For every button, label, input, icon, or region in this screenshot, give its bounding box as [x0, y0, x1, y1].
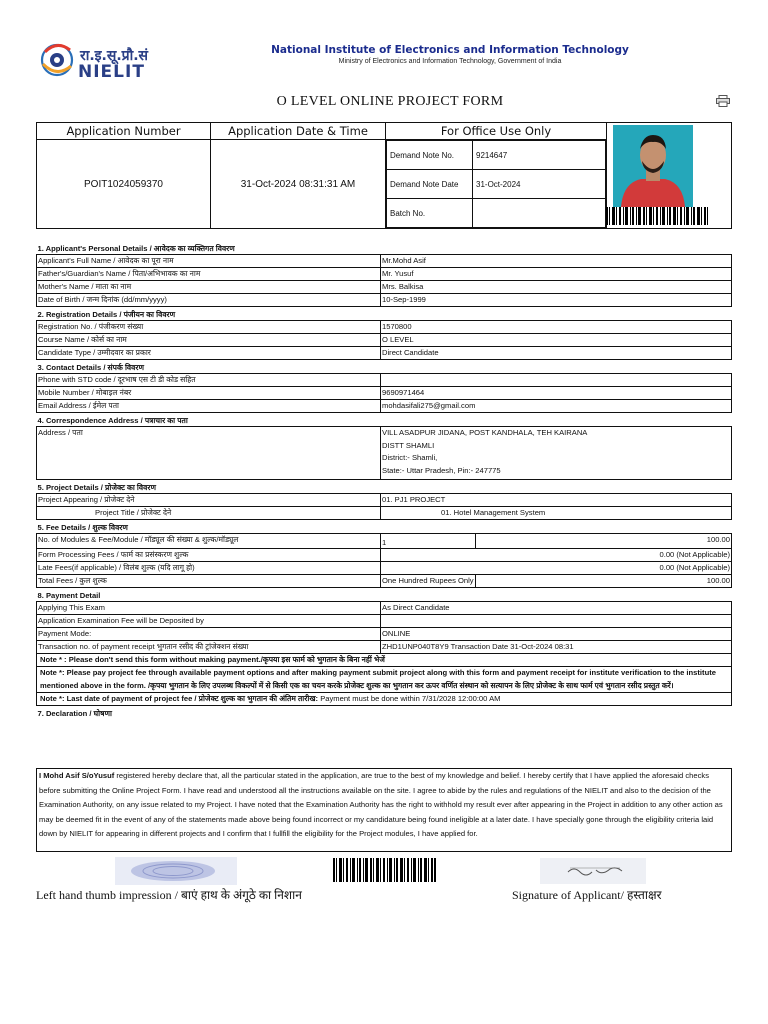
table-row: [37, 641, 732, 654]
applicant-barcode: [605, 207, 709, 225]
demand-note-no-label: Demand Note No.: [387, 141, 473, 170]
section-registration: 2. Registration Details / पंजीयन का विवरण: [37, 310, 176, 319]
office-use-table: [386, 140, 606, 228]
section-personal: 1. Applicant's Personal Details / आवेदक का व्यक्तिगत विवरण: [37, 244, 235, 253]
thumb-impression-label: Left hand thumb impression / बाएं हाथ के अंगूठे का निशान: [36, 888, 302, 902]
logo-hindi-text: रा.इ.सू.प्रौ.सं: [80, 48, 149, 64]
note-payment-instructions: Note *: Please pay project fee through available payment options and after making payment submit project along with this form and payment receipt for institute verification to the institute mentioned above in the form. /कृपया भुगतान के लिए उपलब्ध विकल्पों में से किसी एक का चयन करके प्रोजेक्ट शुल्क का भुगतान कर ऊपर वर्णित संस्थान को सत्यापन के लिए प्रोजेक्ट के साथ फार्म एवं भुगतान रसीद प्रस्तुत करें।: [37, 667, 732, 693]
processing-fee-value: 0.00 (Not Applicable): [381, 549, 732, 562]
row-label: Mother's Name / माता का नाम: [37, 281, 381, 294]
applicant-signature: [540, 858, 646, 884]
address-value: [381, 427, 732, 480]
printer-icon[interactable]: [716, 95, 730, 107]
table-row: [37, 507, 732, 520]
section-fees: 5. Fee Details / शुल्क विवरण: [37, 523, 128, 532]
office-use-header: For Office Use Only: [386, 123, 607, 140]
row-label: Candidate Type / उम्मीदवार का प्रकार: [37, 347, 381, 360]
row-value: 9690971464: [381, 387, 732, 400]
row-label: Email Address / ईमेल पता: [37, 400, 381, 413]
project-appearing-value: 01. PJ1 PROJECT: [381, 494, 732, 507]
row-label: Phone with STD code / दूरभाष एस टी डी कोड सहित: [37, 374, 381, 387]
footer-barcode: [333, 858, 437, 882]
table-row: [37, 374, 732, 387]
form-title: O LEVEL ONLINE PROJECT FORM: [276, 94, 504, 109]
section-payment: 8. Payment Detail: [37, 591, 101, 600]
row-value: As Direct Candidate: [381, 602, 732, 615]
total-fee-label: Total Fees / कुल शुल्क: [37, 575, 381, 588]
table-row: [37, 615, 732, 628]
table-row: [37, 427, 732, 480]
application-details-table: [36, 241, 732, 719]
modules-label: No. of Modules & Fee/Module / मॉड्यूल की संख्या & शुल्क/मॉड्यूल: [37, 534, 381, 549]
row-value: Mrs. Balkisa: [381, 281, 732, 294]
row-label: Applying This Exam: [37, 602, 381, 615]
row-value: 1570800: [381, 321, 732, 334]
row-label: Date of Birth / जन्म दिनांक (dd/mm/yyyy): [37, 294, 381, 307]
row-value: ONLINE: [381, 628, 732, 641]
row-value: Direct Candidate: [381, 347, 732, 360]
row-value: O LEVEL: [381, 334, 732, 347]
table-row: [37, 602, 732, 615]
processing-fee-label: Form Processing Fees / फार्म का प्रसंस्करण शुल्क: [37, 549, 381, 562]
address-label: Address / पता: [37, 427, 381, 480]
table-row: [37, 494, 732, 507]
demand-note-no: 9214647: [473, 141, 606, 170]
row-label: Applicant's Full Name / आवेदक का पूरा नाम: [37, 255, 381, 268]
section-contact: 3. Contact Details / संपर्क विवरण: [37, 363, 144, 372]
app-date-header: Application Date & Time: [211, 123, 386, 140]
row-value: mohdasifali275@gmail.com: [381, 400, 732, 413]
address-line: District:- Shamli,: [382, 453, 438, 462]
section-address: 4. Correspondence Address / पत्राचार का पता: [37, 416, 188, 425]
table-row: [37, 575, 732, 588]
project-title-value: 01. Hotel Management System: [381, 507, 732, 520]
row-value: [381, 374, 732, 387]
table-row: [37, 321, 732, 334]
table-row: [37, 549, 732, 562]
note-payment-required: Note * : Please don't send this form without making payment./कृपया इस फार्म को भुगतान के बिना नहीं भेजें: [37, 654, 732, 667]
table-row: [37, 562, 732, 575]
address-line: State:- Uttar Pradesh, Pin:- 247775: [382, 465, 501, 475]
application-number: POIT1024059370: [37, 140, 211, 229]
photo-cell: [607, 123, 732, 229]
declaration-text: [36, 768, 732, 852]
table-row: [37, 400, 732, 413]
row-label: Payment Mode:: [37, 628, 381, 641]
section-declaration: 7. Declaration / घोषणा: [37, 709, 112, 718]
row-label: Application Examination Fee will be Deposited by: [37, 615, 381, 628]
batch-no: [473, 199, 606, 228]
logo-english-text: NIELIT: [78, 62, 145, 82]
table-row: [37, 281, 732, 294]
project-title-label: Project Title / प्रोजेक्ट देने: [37, 507, 381, 520]
address-line: VILL ASADPUR JIDANA, POST KANDHALA, TEH KAIRANA: [382, 428, 588, 437]
late-fee-label: Late Fees(if applicable) / विलंब शुल्क (यदि लागू हो): [37, 562, 381, 575]
table-row: [37, 534, 732, 549]
row-label: Course Name / कोर्स का नाम: [37, 334, 381, 347]
table-row: [37, 347, 732, 360]
table-row: [37, 387, 732, 400]
table-row: [37, 334, 732, 347]
total-fee-words: One Hundred Rupees Only: [381, 575, 476, 588]
application-datetime: 31-Oct-2024 08:31:31 AM: [211, 140, 386, 229]
late-fee-value: 0.00 (Not Applicable): [381, 562, 732, 575]
table-row: [37, 268, 732, 281]
row-label: Transaction no. of payment receipt भुगतान रसीद की ट्रांजेक्शन संख्या: [37, 641, 381, 654]
project-appearing-label: Project Appearing / प्रोजेक्ट देने: [37, 494, 381, 507]
row-label: Mobile Number / मोबाइल नंबर: [37, 387, 381, 400]
applicant-photo: [613, 125, 693, 207]
table-row: [37, 255, 732, 268]
total-fee-value: 100.00: [475, 575, 731, 588]
signature-label: Signature of Applicant/ हस्ताक्षर: [512, 888, 662, 902]
row-value: Mr. Yusuf: [381, 268, 732, 281]
note-last-date-text: Payment must be done within 7/31/2028 12:00:00 AM: [318, 694, 501, 703]
table-row: [37, 628, 732, 641]
row-value: [381, 615, 732, 628]
address-line: DISTT SHAMLI: [382, 440, 435, 450]
nielit-logo: [37, 38, 77, 84]
declarant-name: I Mohd Asif S/oYusuf: [39, 771, 115, 780]
row-label: Registration No. / पंजीकरण संख्या: [37, 321, 381, 334]
row-value: 10-Sep-1999: [381, 294, 732, 307]
demand-note-date: 31-Oct-2024: [473, 170, 606, 199]
application-summary-table: [36, 122, 732, 229]
note-last-date: [37, 693, 732, 706]
section-project: 5. Project Details / प्रोजेक्ट का विवरण: [37, 483, 156, 492]
table-row: [37, 294, 732, 307]
modules-fee: 100.00: [475, 534, 731, 549]
modules-count: 1: [381, 534, 476, 549]
declaration-body: registered hereby declare that, all the particular stated in the application, are true to the best of my knowledge and belief. I hereby certify that I have applied the aforesaid checks before submitting the Online Project Form. I have read and understood all the instructions available on the site. I agree to abide by the rules and regulations of the NIELIT and also to the decision of the Examination Authority, on any issue related to my Project. I have noted that the Examination Authority has the right to withhold my result ever after appearing in the Project in addition to any other action as may be deemed fit in the event of any of the statements made above being found incorrect or my candidature being found ineligible at a later date. I have specially gone through the eligibility criteria laid down by NIELIT for appearing in different projects and I confirm that I fullfill the eligibility for the Project modules, I have applied for.: [39, 771, 723, 838]
row-value: Mr.Mohd Asif: [381, 255, 732, 268]
batch-no-label: Batch No.: [387, 199, 473, 228]
demand-note-date-label: Demand Note Date: [387, 170, 473, 199]
row-label: Father's/Guardian's Name / पिता/अभिभावक का नाम: [37, 268, 381, 281]
organization-name: National Institute of Electronics and Information Technology: [271, 44, 629, 56]
app-number-header: Application Number: [37, 123, 211, 140]
ministry-name: Ministry of Electronics and Information Technology, Government of India: [338, 58, 562, 65]
row-value: ZHD1UNP040T8Y9 Transaction Date 31-Oct-2024 08:31: [381, 641, 732, 654]
thumb-impression: [115, 857, 237, 885]
note-last-date-label: Note *: Last date of payment of project fee / प्रोजेक्ट शुल्क का भुगतान की अंतिम तारीख:: [40, 694, 319, 703]
